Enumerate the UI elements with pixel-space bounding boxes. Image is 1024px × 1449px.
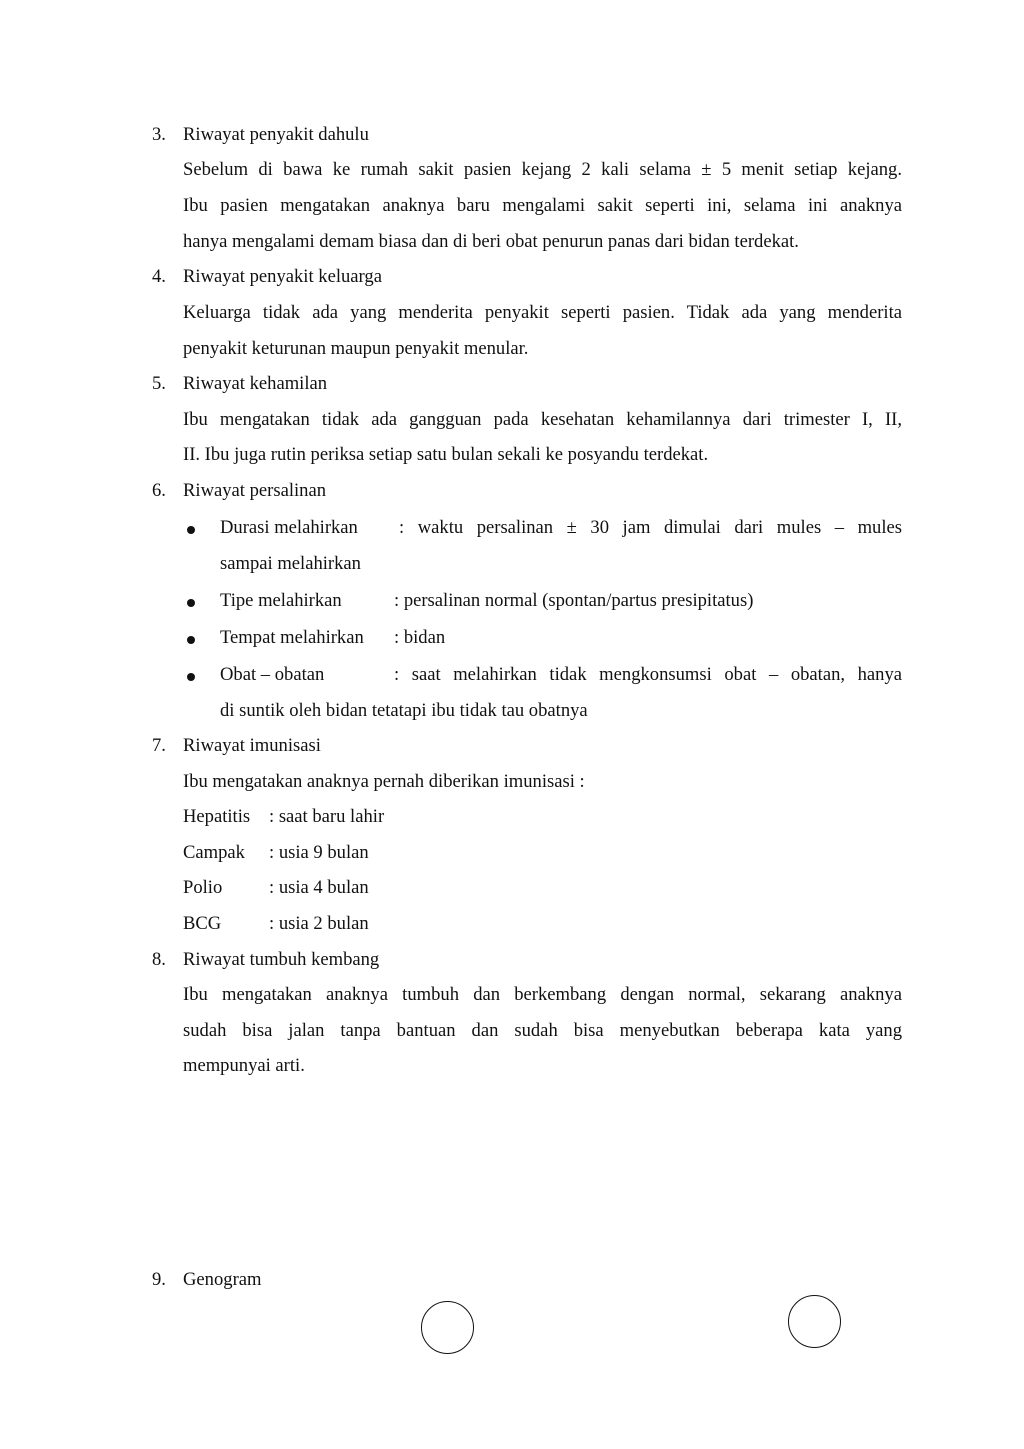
section-7-number: 7. — [152, 735, 166, 756]
persalinan-durasi-value: : waktu persalinan ± 30 jam dimulai dari mules – mules — [399, 517, 902, 538]
section-8-line-2: sudah bisa jalan tanpa bantuan dan sudah bisa menyebutkan beberapa kata yang — [183, 1020, 902, 1041]
persalinan-tempat-label: Tempat melahirkan — [220, 627, 364, 648]
section-3-line-2: Ibu pasien mengatakan anaknya baru mengalami sakit seperti ini, selama ini anaknya — [183, 195, 902, 216]
genogram-female-icon — [788, 1295, 841, 1348]
section-8-title: Riwayat tumbuh kembang — [183, 949, 380, 970]
imunisasi-value: : usia 2 bulan — [269, 913, 369, 934]
section-8-line-3: mempunyai arti. — [183, 1055, 305, 1076]
bullet-icon — [187, 636, 195, 644]
imunisasi-intro: Ibu mengatakan anaknya pernah diberikan imunisasi : — [183, 771, 585, 792]
section-5-line-1: Ibu mengatakan tidak ada gangguan pada kesehatan kehamilannya dari trimester I, II, — [183, 409, 902, 430]
persalinan-obat-label: Obat – obatan — [220, 664, 325, 685]
section-8-number: 8. — [152, 949, 166, 970]
genogram-female-icon — [421, 1301, 474, 1354]
section-9-title: Genogram — [183, 1269, 262, 1290]
section-5-title: Riwayat kehamilan — [183, 373, 328, 394]
imunisasi-name: BCG — [183, 913, 222, 934]
imunisasi-value: : saat baru lahir — [269, 806, 385, 827]
bullet-icon — [187, 673, 195, 681]
persalinan-obat-value: : saat melahirkan tidak mengkonsumsi obat – obatan, hanya — [394, 664, 902, 685]
persalinan-tipe-value: : persalinan normal (spontan/partus presipitatus) — [394, 590, 754, 611]
persalinan-tempat-value: : bidan — [394, 627, 446, 648]
section-7-title: Riwayat imunisasi — [183, 735, 321, 756]
section-3-line-1: Sebelum di bawa ke rumah sakit pasien kejang 2 kali selama ± 5 menit setiap kejang. — [183, 159, 902, 180]
section-6-title: Riwayat persalinan — [183, 480, 327, 501]
bullet-icon — [187, 526, 195, 534]
section-3-line-3: hanya mengalami demam biasa dan di beri obat penurun panas dari bidan terdekat. — [183, 231, 799, 252]
imunisasi-value: : usia 4 bulan — [269, 877, 369, 898]
section-4-line-2: penyakit keturunan maupun penyakit menular. — [183, 338, 529, 359]
section-4-number: 4. — [152, 266, 166, 287]
section-3-number: 3. — [152, 124, 166, 145]
section-5-number: 5. — [152, 373, 166, 394]
persalinan-durasi-continuation: sampai melahirkan — [220, 553, 361, 574]
section-6-number: 6. — [152, 480, 166, 501]
imunisasi-value: : usia 9 bulan — [269, 842, 369, 863]
persalinan-obat-continuation: di suntik oleh bidan tetatapi ibu tidak tau obatnya — [220, 700, 588, 721]
imunisasi-name: Polio — [183, 877, 223, 898]
persalinan-tipe-label: Tipe melahirkan — [220, 590, 342, 611]
section-9-number: 9. — [152, 1269, 166, 1290]
section-4-title: Riwayat penyakit keluarga — [183, 266, 382, 287]
section-3-title: Riwayat penyakit dahulu — [183, 124, 369, 145]
bullet-icon — [187, 599, 195, 607]
section-5-line-2: II. Ibu juga rutin periksa setiap satu bulan sekali ke posyandu terdekat. — [183, 444, 709, 465]
section-8-line-1: Ibu mengatakan anaknya tumbuh dan berkembang dengan normal, sekarang anaknya — [183, 984, 902, 1005]
imunisasi-name: Campak — [183, 842, 245, 863]
imunisasi-name: Hepatitis — [183, 806, 251, 827]
section-4-line-1: Keluarga tidak ada yang menderita penyakit seperti pasien. Tidak ada yang menderita — [183, 302, 902, 323]
persalinan-durasi-label: Durasi melahirkan — [220, 517, 358, 538]
